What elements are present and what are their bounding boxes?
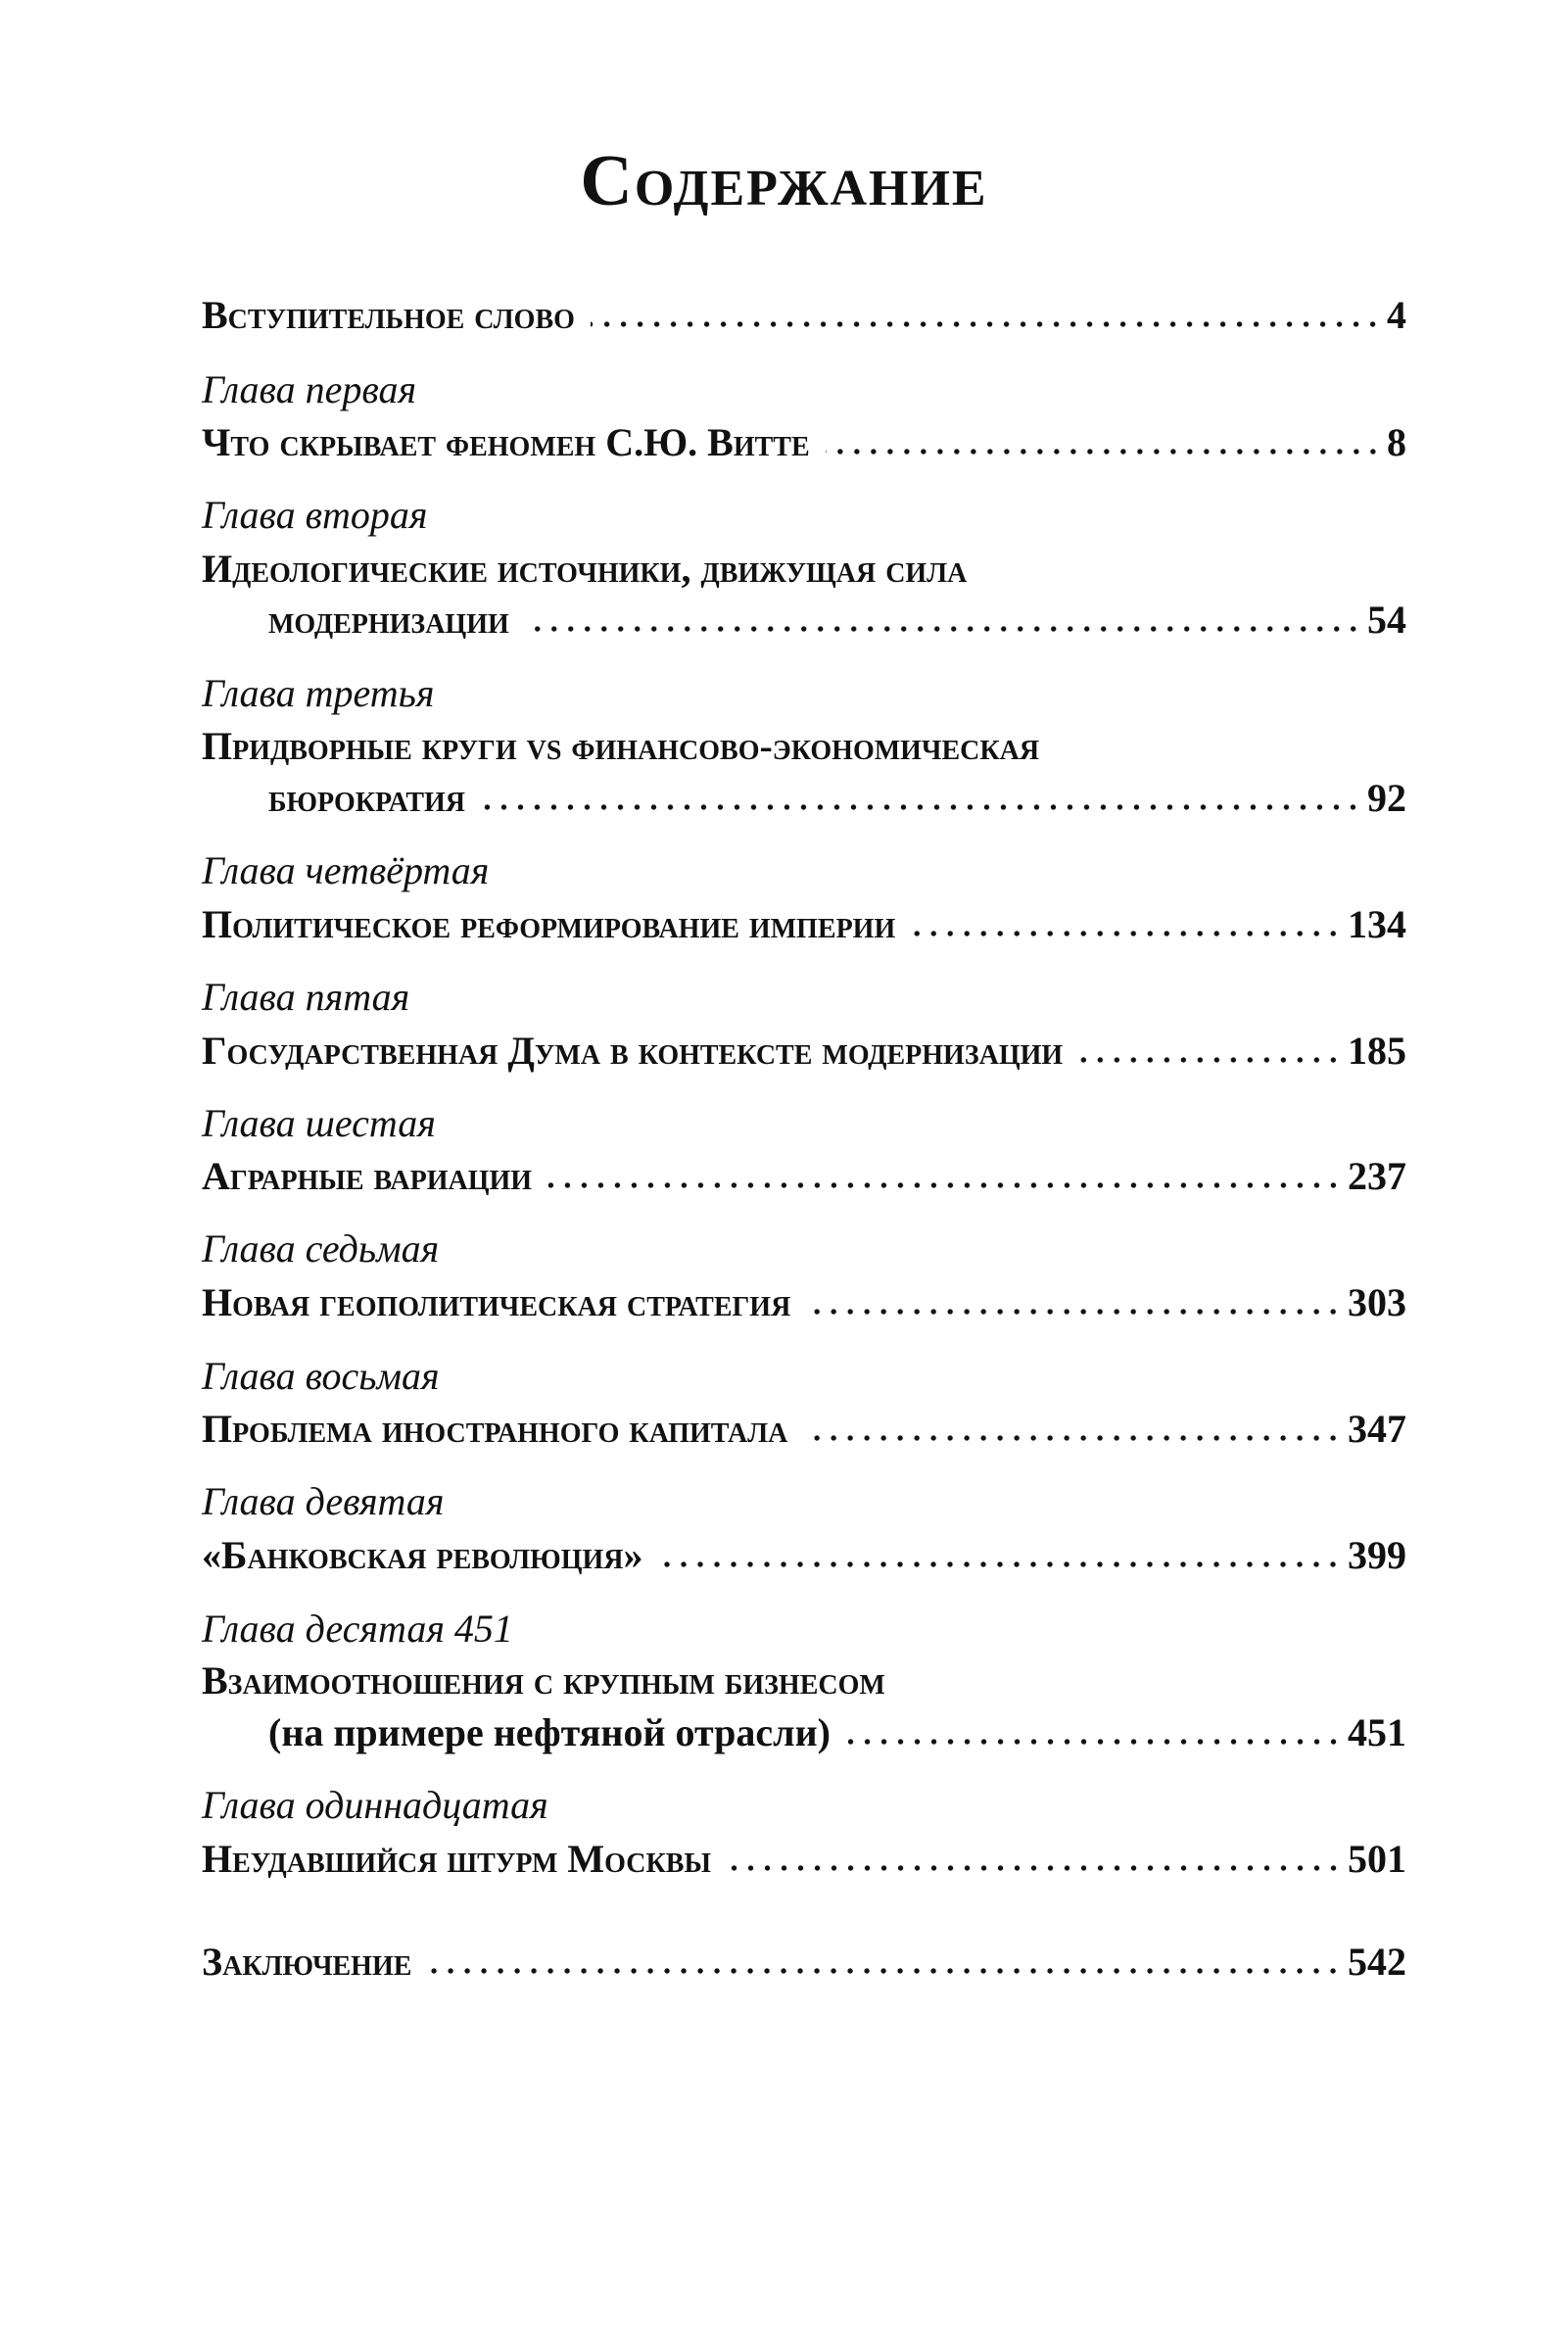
page-number: 4 — [1387, 293, 1406, 337]
dot-leader — [547, 1182, 1342, 1188]
entry-title-continued: бюрократия — [268, 776, 466, 820]
chapter-label: Глава пятая — [202, 975, 410, 1019]
page-number: 237 — [1348, 1154, 1406, 1198]
chapter-label: Глава девятая — [202, 1479, 445, 1523]
page-number: 134 — [1348, 902, 1406, 946]
dot-leader — [846, 1739, 1342, 1745]
entry-title: Взаимоотношения с крупным бизнесом — [202, 1658, 885, 1703]
chapter-label: Глава восьмая — [202, 1354, 440, 1398]
entry-title: «Банковская революция» — [202, 1533, 643, 1577]
page-number: 451 — [1348, 1710, 1406, 1754]
toc-entry-chapter-3-line-1[interactable] — [202, 724, 1406, 768]
entry-title: Придворные круги vs финансово-экономическая — [202, 724, 1040, 768]
chapter-label: Глава вторая — [202, 493, 428, 537]
toc-entry-chapter-10[interactable] — [268, 1710, 1406, 1754]
page-number: 92 — [1367, 776, 1406, 820]
chapter-label: Глава десятая 451 — [202, 1607, 513, 1651]
toc-entry-chapter-4[interactable] — [202, 902, 1406, 946]
chapter-label: Глава шестая — [202, 1101, 436, 1145]
toc-entry-chapter-2-line-1[interactable] — [202, 547, 1406, 591]
entry-title: Заключение — [202, 1940, 412, 1984]
toc-entry-conclusion[interactable] — [202, 1940, 1406, 1984]
dot-leader — [591, 321, 1381, 327]
page-number: 303 — [1348, 1280, 1406, 1324]
dot-leader — [525, 626, 1361, 632]
entry-title: Государственная Дума в контексте модернизации — [202, 1029, 1064, 1073]
toc-entry-chapter-1[interactable] — [202, 420, 1406, 464]
page-number: 399 — [1348, 1533, 1406, 1577]
chapter-label: Глава четвёртая — [202, 848, 490, 892]
dot-leader — [806, 1309, 1342, 1315]
page-title: Содержание — [580, 141, 988, 221]
page-number: 185 — [1348, 1029, 1406, 1073]
toc-entry-chapter-9[interactable] — [202, 1533, 1406, 1577]
page-number: 542 — [1348, 1940, 1406, 1984]
chapter-label: Глава первая — [202, 367, 417, 411]
toc-entry-chapter-6[interactable] — [202, 1154, 1406, 1198]
dot-leader — [481, 804, 1361, 810]
chapter-label: Глава седьмая — [202, 1226, 440, 1271]
page-number: 54 — [1367, 598, 1406, 642]
chapter-label: Глава третья — [202, 671, 435, 715]
entry-title-continued: (на примере нефтяной отрасли) — [268, 1710, 831, 1754]
dot-leader — [427, 1968, 1342, 1974]
page-number: 501 — [1348, 1837, 1406, 1881]
entry-title: Проблема иностранного капитала — [202, 1407, 788, 1451]
toc-entry-chapter-11[interactable] — [202, 1837, 1406, 1881]
toc-entry-chapter-8[interactable] — [202, 1407, 1406, 1451]
entry-title: Что скрывает феномен С.Ю. Витте — [202, 420, 810, 464]
dot-leader — [803, 1435, 1342, 1441]
entry-title: Идеологические источники, движущая сила — [202, 547, 968, 591]
chapter-label: Глава одиннадцатая — [202, 1783, 548, 1827]
toc-entry-chapter-2[interactable] — [268, 600, 1406, 640]
page-number: 347 — [1348, 1407, 1406, 1451]
toc-entry-chapter-10-line-1[interactable] — [202, 1658, 1406, 1703]
dot-leader — [658, 1561, 1342, 1567]
toc-entry-chapter-5[interactable] — [202, 1029, 1406, 1073]
entry-title: Вступительное слово — [202, 293, 575, 337]
page-number: 8 — [1387, 420, 1406, 464]
entry-title: Политическое реформирование империи — [202, 902, 896, 946]
dot-leader — [727, 1865, 1342, 1871]
toc-entry-chapter-7[interactable] — [202, 1280, 1406, 1324]
dot-leader — [911, 931, 1342, 936]
entry-title: Новая геополитическая стратегия — [202, 1280, 791, 1324]
toc-entry-chapter-3[interactable] — [268, 776, 1406, 820]
dot-leader — [1078, 1057, 1342, 1063]
entry-title: Аграрные вариации — [202, 1154, 533, 1198]
entry-title: Неудавшийся штурм Москвы — [202, 1837, 711, 1881]
dot-leader — [826, 449, 1381, 455]
entry-title-continued: модернизации — [268, 598, 509, 642]
toc-entry-intro[interactable] — [202, 293, 1406, 337]
